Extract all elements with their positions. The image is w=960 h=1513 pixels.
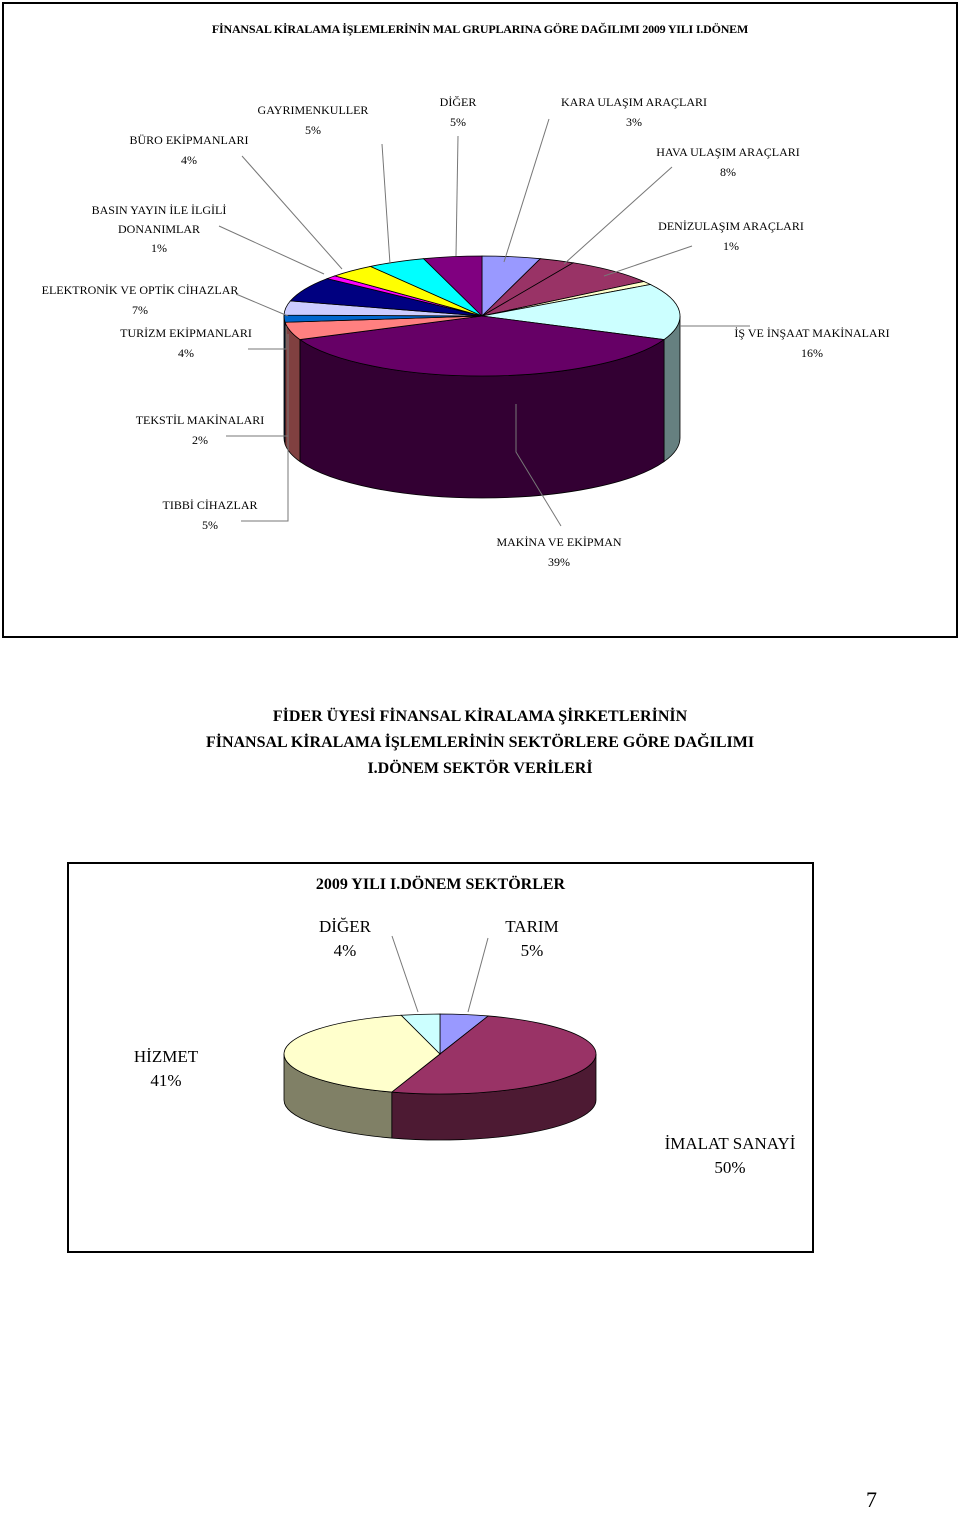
sektorler-pie-chart: [67, 862, 814, 1253]
chart1-label-percent: 2%: [192, 433, 208, 447]
chart1-label-text: TEKSTİL MAKİNALARI: [135, 413, 265, 427]
chart1-label-percent: 4%: [181, 153, 197, 167]
chart1-label-text: DONANIMLAR: [118, 222, 200, 236]
chart1-label-text: İŞ VE İNŞAAT MAKİNALARI: [734, 326, 890, 340]
chart1-title: FİNANSAL KİRALAMA İŞLEMLERİNİN MAL GRUPLARINA GÖRE DAĞILIMI 2009 YILI I.DÖNEM: [211, 22, 749, 36]
chart1-label-8: [120, 326, 286, 360]
chart1-label-percent: 5%: [202, 518, 218, 532]
caption-line-3: I.DÖNEM SEKTÖR VERİLERİ: [367, 760, 593, 777]
chart1-label-percent: 4%: [178, 346, 194, 360]
chart1-label-9: [42, 283, 288, 317]
page-number: 7: [866, 1487, 877, 1512]
chart1-label-text: MAKİNA VE EKİPMAN: [496, 535, 622, 549]
chart2-label-3: [319, 917, 418, 1012]
chart1-label-10: [92, 203, 324, 274]
chart2-label-text: DİĞER: [319, 917, 371, 936]
chart1-label-1: [504, 95, 707, 262]
chart1-slice-side-6: [285, 322, 300, 461]
chart1-label-percent: 5%: [305, 123, 321, 137]
chart2-svg: [69, 864, 812, 1251]
chart2-label-0: [468, 917, 559, 1012]
chart1-label-12: [258, 103, 390, 264]
chart1-label-3: [604, 219, 804, 276]
chart1-label-text: GAYRIMENKULLER: [257, 103, 369, 117]
chart1-label-percent: 3%: [626, 115, 642, 129]
chart2-label-percent: 50%: [714, 1158, 746, 1177]
chart1-label-0: [440, 95, 477, 256]
chart1-label-text: KARA ULAŞIM ARAÇLARI: [560, 95, 708, 109]
chart1-label-text: ELEKTRONİK VE OPTİK CİHAZLAR: [41, 283, 239, 297]
chart2-label-text: İMALAT SANAYİ: [664, 1134, 796, 1153]
chart1-label-percent: 39%: [548, 555, 570, 569]
chart1-label-text: BASIN YAYIN İLE İLGİLİ: [91, 203, 227, 217]
chart2-label-1: [665, 1134, 796, 1177]
chart1-slice-side-7: [284, 316, 285, 444]
chart1-label-percent: 1%: [723, 239, 739, 253]
chart1-label-text: TURİZM EKİPMANLARI: [120, 326, 252, 340]
chart2-label-text: TARIM: [505, 917, 559, 936]
chart1-svg: [4, 4, 956, 636]
chart1-label-text: DENİZULAŞIM ARAÇLARI: [658, 219, 804, 233]
chart1-label-percent: 8%: [720, 165, 736, 179]
chart1-label-percent: 5%: [450, 115, 466, 129]
chart2-label-text: HİZMET: [133, 1047, 199, 1066]
caption-line-1: FİDER ÜYESİ FİNANSAL KİRALAMA ŞİRKETLERİNİN: [272, 708, 688, 725]
chart2-label-percent: 4%: [333, 941, 357, 960]
chart1-label-text: DİĞER: [439, 95, 477, 109]
caption-line-2: FİNANSAL KİRALAMA İŞLEMLERİNİN SEKTÖRLERE GÖRE DAĞILIMI: [205, 734, 755, 751]
chart2-title: 2009 YILI I.DÖNEM SEKTÖRLER: [315, 876, 566, 893]
chart1-label-percent: 1%: [151, 241, 167, 255]
chart1-label-percent: 16%: [801, 346, 823, 360]
chart1-label-6: [163, 359, 289, 532]
section-caption: [0, 704, 960, 782]
chart1-label-text: HAVA ULAŞIM ARAÇLARI: [656, 145, 800, 159]
chart2-label-percent: 41%: [150, 1071, 182, 1090]
chart1-label-text: BÜRO EKİPMANLARI: [129, 133, 249, 147]
chart2-label-2: [134, 1047, 199, 1090]
chart1-label-7: [136, 334, 288, 447]
chart1-label-percent: 7%: [132, 303, 148, 317]
chart1-label-2: [564, 145, 800, 264]
chart1-label-4: [680, 326, 890, 360]
chart2-label-percent: 5%: [520, 941, 544, 960]
chart1-label-text: TIBBİ CİHAZLAR: [162, 498, 258, 512]
mal-gruplari-pie-chart: [2, 2, 958, 638]
